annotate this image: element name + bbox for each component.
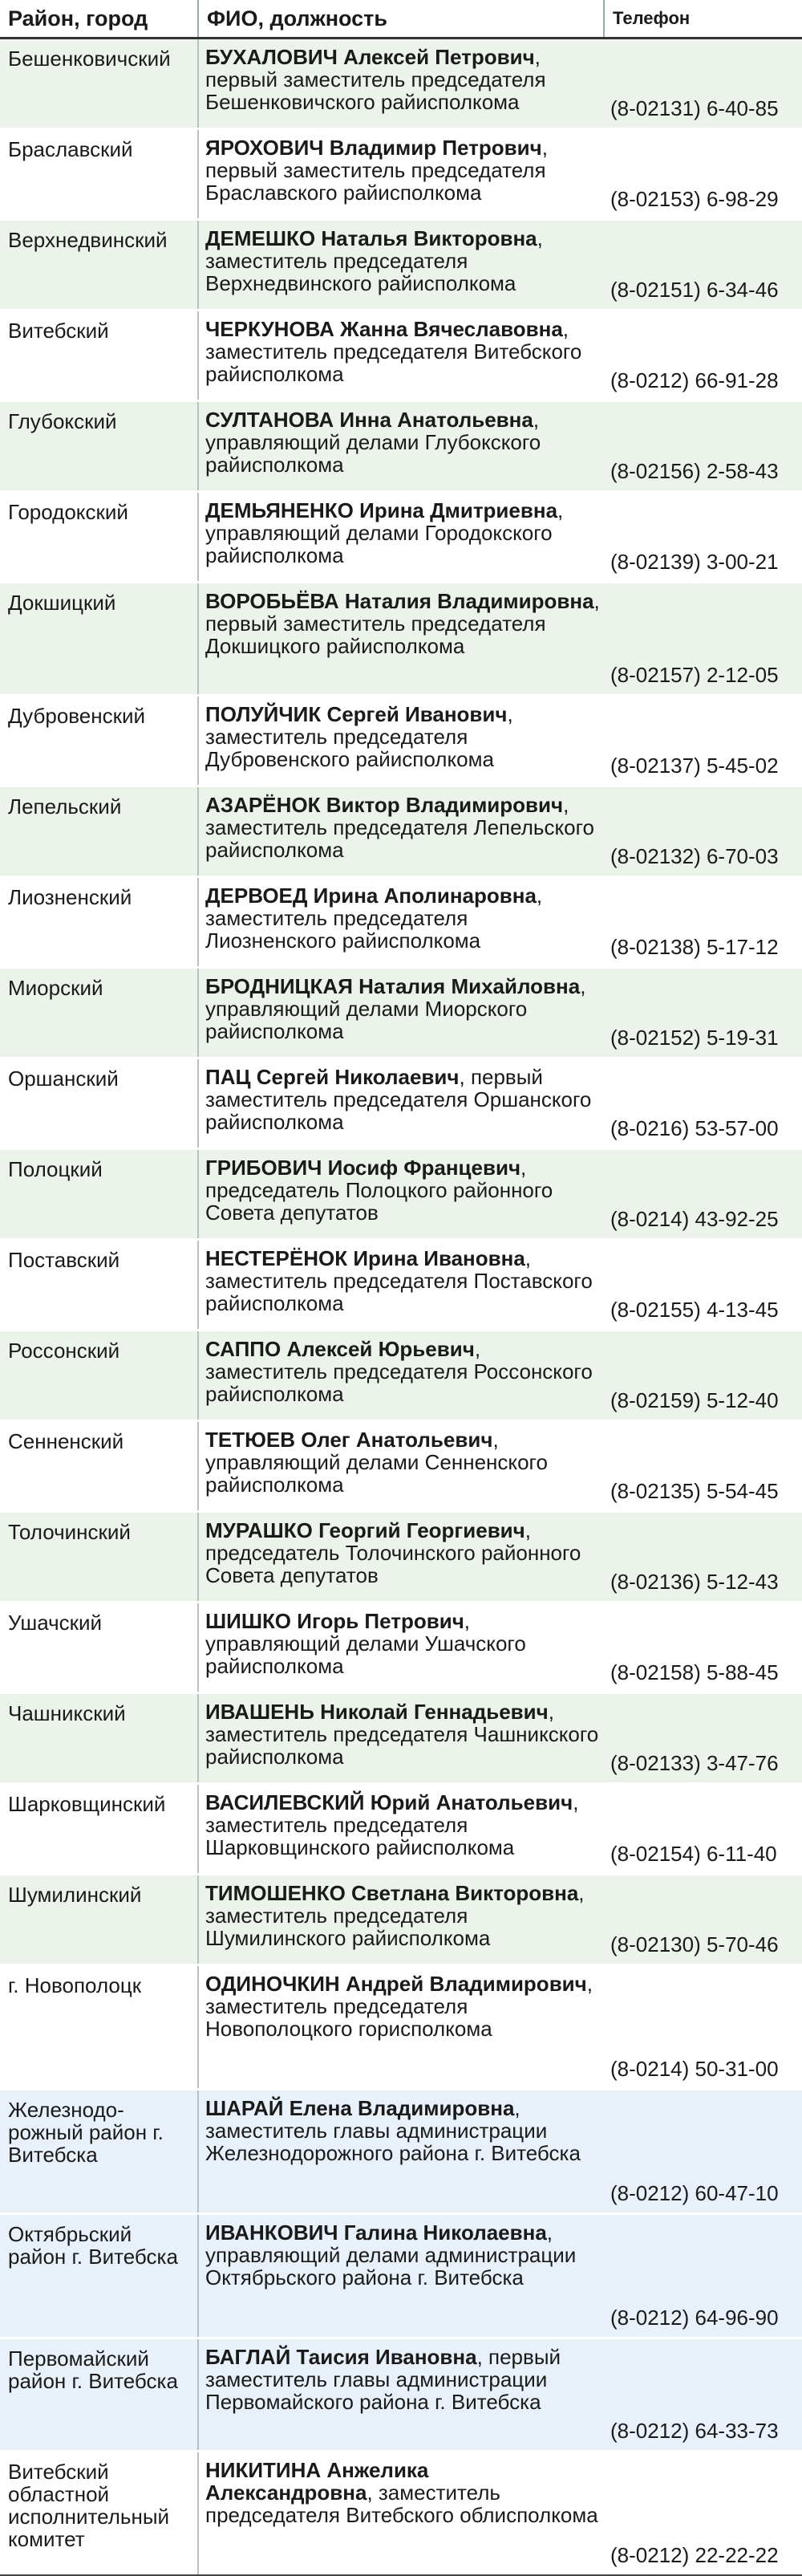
table-row [0, 1875, 802, 1965]
person-position: заместитель председателя Чашникского райисполкома [205, 1722, 599, 1769]
person-given-name: Наталия Владимировна [344, 589, 594, 613]
person-cell: ПАЦ Сергей Николаевич, первый заместитель председателя Оршанского райисполкома [198, 1058, 604, 1149]
person-cell: ПОЛУЙЧИК Сергей Иванович, заместитель председателя Дубровенского райисполкома [198, 696, 604, 786]
column-header-district: Район, город [0, 0, 198, 39]
person-position: управляющий делами Глубокского райисполкома [205, 430, 541, 477]
person-surname: ТИМОШЕНКО [205, 1881, 346, 1905]
phone-cell: (8-0214) 43-92-25 [604, 1149, 802, 1240]
district-cell: Шумилинский [0, 1875, 198, 1965]
person-position: управляющий делами Городокского райисполкома [205, 521, 553, 567]
person-given-name: Анжелика Александровна [205, 2458, 429, 2505]
person-surname: ШАРАЙ [205, 2096, 284, 2120]
table-row [0, 696, 802, 786]
person-given-name: Наталия Михайловна [358, 974, 581, 998]
phone-cell: (8-02154) 6-11-40 [604, 1784, 802, 1875]
table-row [0, 401, 802, 492]
person-position: председатель Полоцкого районного Совета депутатов [205, 1178, 553, 1225]
table-row [0, 1331, 802, 1421]
phone-cell: (8-02130) 5-70-46 [604, 1875, 802, 1965]
table-row [0, 1512, 802, 1603]
person-surname: ДЕРВОЕД [205, 884, 308, 908]
phone-cell: (8-0212) 66-91-28 [604, 311, 802, 401]
person-position: управляющий делами Миорского райисполкома [205, 997, 528, 1043]
person-cell: ТЕТЮЕВ Олег Анатольевич, управляющий делами Сенненского райисполкома [198, 1421, 604, 1512]
district-cell: Поставский [0, 1240, 198, 1331]
district-cell: Полоцкий [0, 1149, 198, 1240]
district-cell: Россонский [0, 1331, 198, 1421]
person-cell: МУРАШКО Георгий Георгиевич, председатель Толочинского районного Совета депутатов [198, 1512, 604, 1603]
person-given-name: Георгий Георгиевич [318, 1518, 525, 1542]
district-cell: Лепельский [0, 786, 198, 877]
table-row [0, 39, 802, 129]
person-given-name: Инна Анатольевна [339, 408, 533, 432]
person-cell: ДЕМЬЯНЕНКО Ирина Дмитриевна, управляющий делами Городокского райисполкома [198, 492, 604, 583]
district-cell: г. Новополоцк [0, 1965, 198, 2090]
person-cell: ВОРОБЬЁВА Наталия Владимировна, первый заместитель председателя Докшицкого райисполкома [198, 583, 604, 696]
district-cell: Первомайский район г. Витебска [0, 2338, 198, 2452]
district-cell: Толочинский [0, 1512, 198, 1603]
district-cell: Городокский [0, 492, 198, 583]
person-position: заместитель председателя Лепельского райисполкома [205, 815, 594, 862]
phone-cell: (8-0212) 60-47-10 [604, 2090, 802, 2214]
person-position: заместитель председателя Дубровенского райисполкома [205, 725, 494, 771]
person-cell: НИКИТИНА Анжелика Александровна, заместитель председателя Витебского облисполкома [198, 2452, 604, 2576]
person-cell: БРОДНИЦКАЯ Наталия Михайловна, управляющий делами Миорского райисполкома [198, 968, 604, 1058]
table-row [0, 311, 802, 401]
district-cell: Дубровенский [0, 696, 198, 786]
person-given-name: Ирина Ивановна [353, 1246, 525, 1270]
person-cell: СУЛТАНОВА Инна Анатольевна, управляющий делами Глубокского райисполкома [198, 401, 604, 492]
table-row [0, 492, 802, 583]
person-surname: САППО [205, 1337, 282, 1361]
phone-cell: (8-02159) 5-12-40 [604, 1331, 802, 1421]
column-header-person: ФИО, должность [198, 0, 604, 39]
person-position: первый заместитель председателя Браславского райисполкома [205, 158, 546, 205]
person-surname: ЧЕРКУНОВА [205, 317, 334, 341]
person-cell: ЯРОХОВИЧ Владимир Петрович, первый заместитель председателя Браславского райисполкома [198, 129, 604, 220]
district-cell: Миорский [0, 968, 198, 1058]
person-surname: АЗАРЁНОК [205, 793, 321, 817]
district-cell: Шарковщинский [0, 1784, 198, 1875]
phone-cell: (8-0212) 22-22-22 [604, 2452, 802, 2576]
table-row [0, 2338, 802, 2452]
person-cell: ТИМОШЕНКО Светлана Викторовна, заместитель председателя Шумилинского райисполкома [198, 1875, 604, 1965]
person-surname: ВОРОБЬЁВА [205, 589, 339, 613]
person-surname: ВАСИЛЕВСКИЙ [205, 1790, 365, 1814]
person-surname: НИКИТИНА [205, 2458, 322, 2482]
person-position: заместитель председателя Витебского облисполкома [205, 2481, 598, 2527]
person-cell: ДЕМЕШКО Наталья Викторовна, заместитель председателя Верхнедвинского райисполкома [198, 220, 604, 311]
person-position: заместитель председателя Шарковщинского райисполкома [205, 1813, 515, 1859]
person-surname: ПОЛУЙЧИК [205, 702, 322, 726]
person-surname: ГРИБОВИЧ [205, 1156, 322, 1180]
district-cell: Глубокский [0, 401, 198, 492]
phone-cell: (8-02136) 5-12-43 [604, 1512, 802, 1603]
person-position: управляющий делами администрации Октябрьского района г. Витебска [205, 2243, 577, 2290]
person-surname: СУЛТАНОВА [205, 408, 334, 432]
district-cell: Оршанский [0, 1058, 198, 1149]
person-surname: МУРАШКО [205, 1518, 313, 1542]
table-row [0, 1149, 802, 1240]
table-row [0, 1784, 802, 1875]
column-header-phone: Телефон [604, 0, 802, 39]
person-cell: ИВАШЕНЬ Николай Геннадьевич, заместитель председателя Чашникского райисполкома [198, 1693, 604, 1784]
person-surname: БРОДНИЦКАЯ [205, 974, 353, 998]
person-given-name: Алексей Петрович [343, 45, 535, 69]
person-cell: ЧЕРКУНОВА Жанна Вячеславовна, заместитель председателя Витебского райисполкома [198, 311, 604, 401]
person-cell: ШИШКО Игорь Петрович, управляющий делами Ушачского райисполкома [198, 1603, 604, 1693]
person-surname: ПАЦ [205, 1065, 251, 1089]
table-row [0, 786, 802, 877]
table-row [0, 877, 802, 968]
person-position: управляющий делами Сенненского райисполкома [205, 1450, 548, 1497]
person-surname: ТЕТЮЕВ [205, 1428, 296, 1452]
table-row [0, 1421, 802, 1512]
person-cell: САППО Алексей Юрьевич, заместитель председателя Россонского райисполкома [198, 1331, 604, 1421]
person-given-name: Владимир Петрович [329, 136, 542, 160]
phone-cell: (8-02135) 5-54-45 [604, 1421, 802, 1512]
table-row [0, 1058, 802, 1149]
person-given-name: Ирина Аполинаровна [313, 884, 537, 908]
person-surname: ОДИНОЧКИН [205, 1972, 340, 1996]
table-row [0, 1240, 802, 1331]
phone-cell: (8-0216) 53-57-00 [604, 1058, 802, 1149]
person-position: заместитель председателя Поставского райисполкома [205, 1269, 593, 1315]
person-given-name: Николай Геннадьевич [320, 1700, 549, 1724]
person-given-name: Виктор Владимирович [326, 793, 564, 817]
phone-cell: (8-0212) 64-96-90 [604, 2214, 802, 2338]
table-row [0, 220, 802, 311]
district-cell: Бешенковичский [0, 39, 198, 129]
phone-cell: (8-02133) 3-47-76 [604, 1693, 802, 1784]
person-given-name: Олег Анатольевич [301, 1428, 493, 1452]
person-position: председатель Толочинского районного Совета депутатов [205, 1541, 581, 1587]
person-position: заместитель председателя Новополоцкого горисполкома [205, 1994, 492, 2041]
person-cell: ДЕРВОЕД Ирина Аполинаровна, заместитель председателя Лиозненского райисполкома [198, 877, 604, 968]
table-row [0, 968, 802, 1058]
phone-cell: (8-02137) 5-45-02 [604, 696, 802, 786]
person-given-name: Игорь Петрович [297, 1609, 464, 1633]
person-cell: БУХАЛОВИЧ Алексей Петрович, первый заместитель председателя Бешенковичского райисполкома [198, 39, 604, 129]
person-position: заместитель председателя Верхнедвинского райисполкома [205, 249, 516, 295]
person-cell: ГРИБОВИЧ Иосиф Францевич, председатель Полоцкого районного Совета депутатов [198, 1149, 604, 1240]
person-given-name: Таисия Ивановна [296, 2345, 477, 2369]
person-cell: БАГЛАЙ Таисия Ивановна, первый заместитель главы администрации Первомайского района г. Витебска [198, 2338, 604, 2452]
district-cell: Октябрьский район г. Витебска [0, 2214, 198, 2338]
person-position: заместитель председателя Шумилинского райисполкома [205, 1904, 491, 1950]
district-cell: Железнодо-рожный район г. Витебска [0, 2090, 198, 2214]
phone-cell: (8-02131) 6-40-85 [604, 39, 802, 129]
person-given-name: Андрей Владимирович [345, 1972, 587, 1996]
person-cell: АЗАРЁНОК Виктор Владимирович, заместитель председателя Лепельского райисполкома [198, 786, 604, 877]
table-row [0, 1965, 802, 2090]
phone-cell: (8-02158) 5-88-45 [604, 1603, 802, 1693]
district-cell: Сенненский [0, 1421, 198, 1512]
phone-cell: (8-02139) 3-00-21 [604, 492, 802, 583]
person-given-name: Жанна Вячеславовна [340, 317, 563, 341]
district-cell: Верхнедвинский [0, 220, 198, 311]
person-surname: ИВАНКОВИЧ [205, 2220, 338, 2245]
person-surname: ДЕМЕШКО [205, 226, 316, 250]
table-row [0, 2452, 802, 2576]
table-row [0, 1693, 802, 1784]
person-cell: ИВАНКОВИЧ Галина Николаевна, управляющий делами администрации Октябрьского района г. Витебска [198, 2214, 604, 2338]
phone-cell: (8-02151) 6-34-46 [604, 220, 802, 311]
district-cell: Лиозненский [0, 877, 198, 968]
person-surname: НЕСТЕРЁНОК [205, 1246, 348, 1270]
table-body [0, 39, 802, 2576]
district-cell: Витебский [0, 311, 198, 401]
phone-cell: (8-02155) 4-13-45 [604, 1240, 802, 1331]
table-row [0, 2090, 802, 2214]
person-surname: ДЕМЬЯНЕНКО [205, 498, 354, 522]
phone-cell: (8-02156) 2-58-43 [604, 401, 802, 492]
person-cell: НЕСТЕРЁНОК Ирина Ивановна, заместитель председателя Поставского райисполкома [198, 1240, 604, 1331]
person-given-name: Галина Николаевна [343, 2220, 547, 2245]
phone-cell: (8-02152) 5-19-31 [604, 968, 802, 1058]
person-given-name: Алексей Юрьевич [286, 1337, 475, 1361]
person-position: первый заместитель председателя Оршанского райисполкома [205, 1065, 592, 1134]
district-cell: Чашникский [0, 1693, 198, 1784]
person-given-name: Елена Владимировна [289, 2096, 515, 2120]
person-surname: ШИШКО [205, 1609, 292, 1633]
person-cell: ШАРАЙ Елена Владимировна, заместитель главы администрации Железнодорожного района г. Витебска [198, 2090, 604, 2214]
person-position: первый заместитель главы администрации Первомайского района г. Витебска [205, 2345, 561, 2414]
district-cell: Браславский [0, 129, 198, 220]
table-row [0, 1603, 802, 1693]
person-position: управляющий делами Ушачского райисполкома [205, 1631, 526, 1678]
person-surname: БАГЛАЙ [205, 2345, 291, 2369]
person-given-name: Иосиф Францевич [327, 1156, 521, 1180]
district-cell: Ушачский [0, 1603, 198, 1693]
person-surname: ИВАШЕНЬ [205, 1700, 314, 1724]
person-position: заместитель председателя Витебского райисполкома [205, 339, 582, 386]
district-cell: Докшицкий [0, 583, 198, 696]
table-row [0, 2214, 802, 2338]
person-given-name: Наталья Викторовна [321, 226, 537, 250]
phone-cell: (8-02138) 5-17-12 [604, 877, 802, 968]
person-cell: ОДИНОЧКИН Андрей Владимирович, заместитель председателя Новополоцкого горисполкома [198, 1965, 604, 2090]
table-row [0, 583, 802, 696]
phone-cell: (8-0212) 64-33-73 [604, 2338, 802, 2452]
person-cell: ВАСИЛЕВСКИЙ Юрий Анатольевич, заместитель председателя Шарковщинского райисполкома [198, 1784, 604, 1875]
person-position: первый заместитель председателя Бешенковичского райисполкома [205, 67, 546, 114]
table-row [0, 129, 802, 220]
phone-cell: (8-02157) 2-12-05 [604, 583, 802, 696]
phone-cell: (8-0214) 50-31-00 [604, 1965, 802, 2090]
person-surname: ЯРОХОВИЧ [205, 136, 324, 160]
person-position: заместитель председателя Россонского райисполкома [205, 1359, 593, 1406]
person-given-name: Светлана Викторовна [351, 1881, 579, 1905]
person-given-name: Ирина Дмитриевна [359, 498, 558, 522]
person-position: первый заместитель председателя Докшицкого райисполкома [205, 611, 546, 658]
person-given-name: Сергей Николаевич [256, 1065, 460, 1089]
person-position: заместитель главы администрации Железнодорожного района г. Витебска [205, 2119, 581, 2165]
header-row [0, 0, 802, 39]
person-given-name: Сергей Иванович [326, 702, 508, 726]
phone-cell: (8-02132) 6-70-03 [604, 786, 802, 877]
person-surname: БУХАЛОВИЧ [205, 45, 338, 69]
phone-cell: (8-02153) 6-98-29 [604, 129, 802, 220]
district-cell: Витебский областной исполнительный комитет [0, 2452, 198, 2576]
person-position: заместитель председателя Лиозненского райисполкома [205, 906, 481, 953]
person-given-name: Юрий Анатольевич [370, 1790, 573, 1814]
